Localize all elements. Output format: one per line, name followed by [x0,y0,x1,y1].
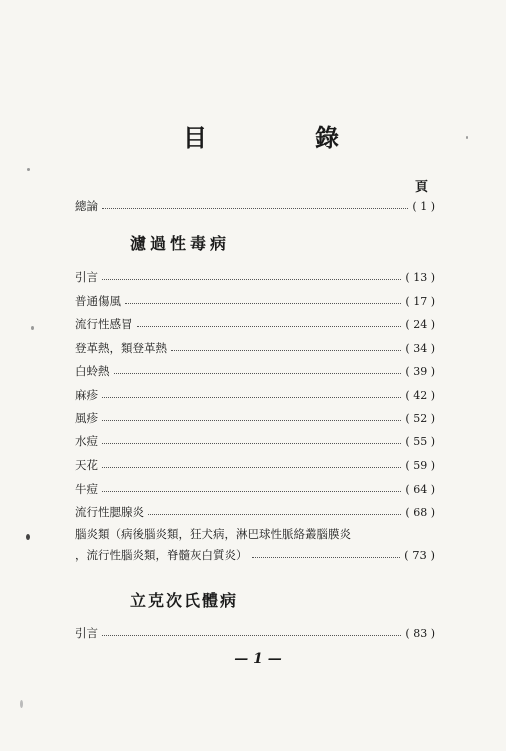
toc-entry[interactable] [75,362,435,380]
scan-speck [27,168,30,171]
toc-entry[interactable] [75,268,435,286]
toc-entry-label: 流行性感冒 [75,317,133,331]
toc-entry-label: 牛痘 [75,482,98,496]
toc-entry-page: ( 52 ) [405,411,435,425]
leader-dots [252,557,401,558]
toc-entry-label: 麻疹 [75,388,98,402]
toc-entry-page: ( 73 ) [404,548,435,562]
leader-dots [137,326,402,327]
leader-dots [102,467,401,468]
toc-entry-label: 登革熱，類登革熱 [75,341,167,355]
section-heading-virus: 濾過性毒病 [130,234,231,253]
page-column-label: 頁 [415,180,429,195]
toc-entry-label-line2: ，流行性腦炎類，脊髓灰白質炎） [75,548,248,562]
leader-dots [102,279,401,280]
scan-speck [466,136,468,139]
toc-entry-page: ( 42 ) [405,388,435,402]
leader-dots [171,350,401,351]
toc-entry[interactable] [75,292,435,310]
leader-dots [102,397,401,398]
toc-entry-page: ( 83 ) [405,626,435,640]
toc-entry-label: 引言 [75,270,98,284]
leader-dots [102,443,401,444]
leader-dots [102,491,401,492]
toc-entry-line2-row [75,545,435,566]
leader-dots [114,373,402,374]
scan-speck [31,326,34,330]
toc-entry-page: ( 1 ) [412,199,435,213]
leader-dots [102,420,401,421]
toc-entry-intro[interactable] [75,197,435,215]
toc-entry-label: 風疹 [75,411,98,425]
toc-entry[interactable] [75,456,435,474]
leader-dots [102,635,401,636]
toc-entry-page: ( 59 ) [405,458,435,472]
toc-entry-label: 水痘 [75,434,98,448]
toc-entry-label: 天花 [75,458,98,472]
toc-entry-page: ( 64 ) [405,482,435,496]
title-char-1: 目 [183,123,207,152]
toc-entry-label-line1: 腦炎類（病後腦炎類，狂犬病，淋巴球性脈絡叢腦膜炎 [75,527,351,541]
toc-entry[interactable] [75,339,435,357]
toc-entry-label: 白蛉熱 [75,364,110,378]
toc-entry-multiline[interactable] [75,524,435,566]
leader-dots [148,514,401,515]
toc-entry[interactable] [75,624,435,642]
toc-entry-label: 流行性腮腺炎 [75,505,144,519]
toc-entry-page: ( 68 ) [405,505,435,519]
toc-entry-page: ( 55 ) [405,434,435,448]
toc-entry[interactable] [75,503,435,521]
scan-speck [20,700,23,708]
leader-dots [125,303,401,304]
toc-entry[interactable] [75,315,435,333]
toc-entry-label: 普通傷風 [75,294,121,308]
toc-entry[interactable] [75,386,435,404]
toc-entry-page: ( 17 ) [405,294,435,308]
toc-entry[interactable] [75,432,435,450]
toc-entry-label: 總論 [75,199,98,213]
toc-entry-page: ( 24 ) [405,317,435,331]
scan-speck [26,534,30,540]
title-char-2: 錄 [315,123,339,152]
section-heading-rickettsia: 立克次氏體病 [130,591,239,610]
toc-entry-label: 引言 [75,626,98,640]
leader-dots [102,208,408,209]
page-number: — 1 — [234,651,282,667]
toc-entry-page: ( 39 ) [405,364,435,378]
toc-entry[interactable] [75,480,435,498]
toc-entry-page: ( 13 ) [405,270,435,284]
toc-entry[interactable] [75,409,435,427]
toc-entry-page: ( 34 ) [405,341,435,355]
page-title [0,118,506,158]
